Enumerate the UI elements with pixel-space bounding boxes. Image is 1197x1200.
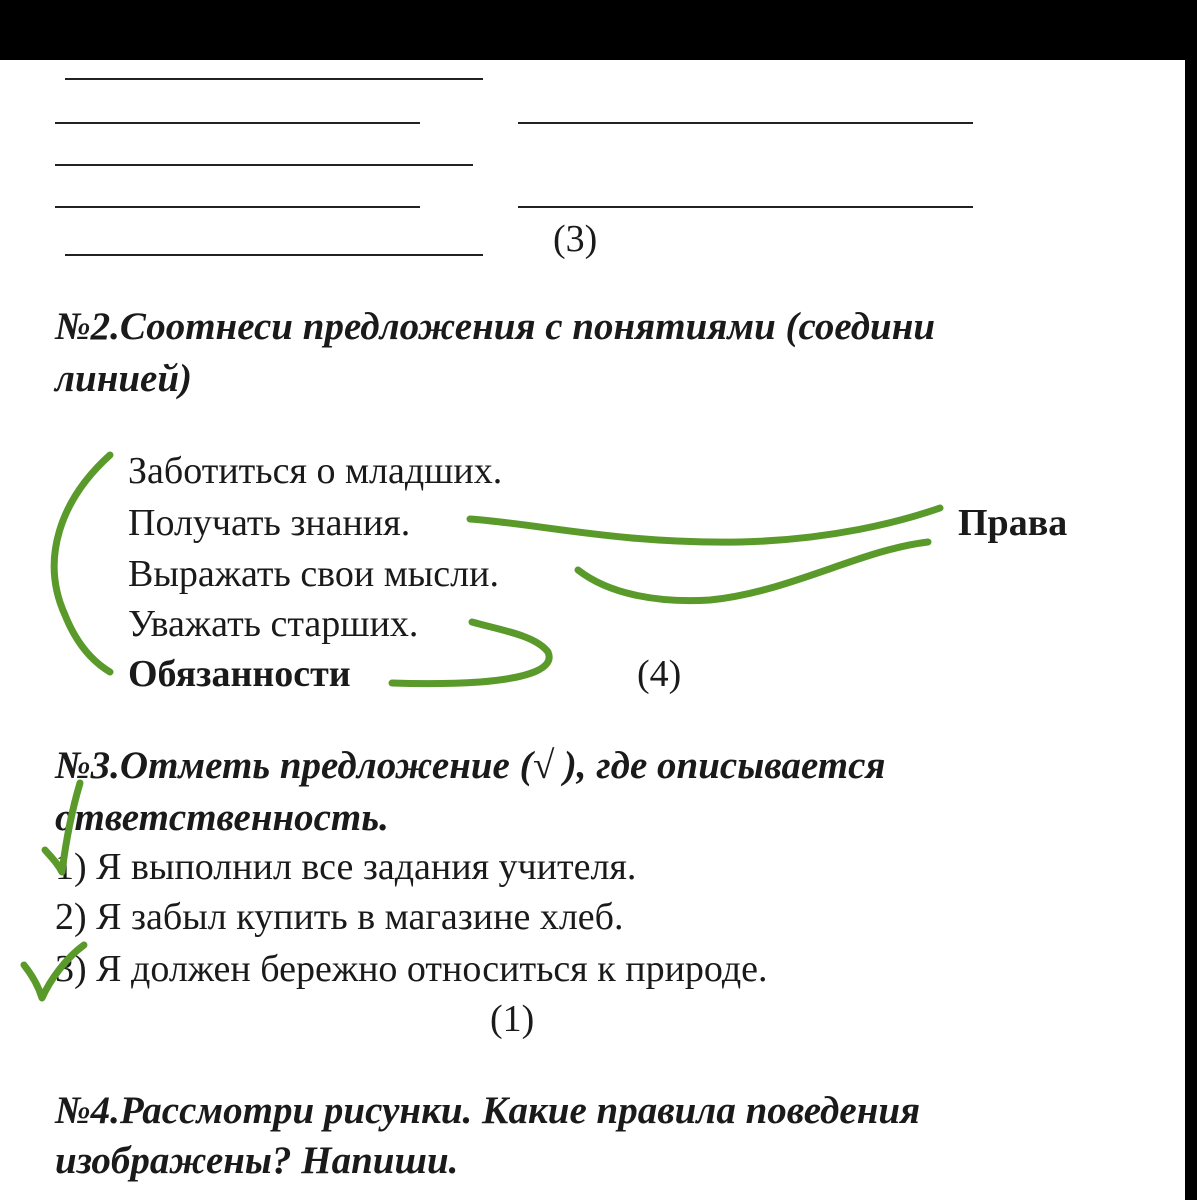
task4-title-line2: изображены? Напиши. — [55, 1139, 459, 1182]
top-black-bar — [0, 0, 1197, 60]
task2-sentence: Получать знания. — [128, 502, 411, 544]
task2-concept-duties: Обязанности — [128, 653, 351, 695]
bracket-mark — [54, 455, 110, 672]
task3-score: (1) — [490, 998, 535, 1040]
task2-title-line2: линией) — [55, 357, 193, 400]
task2-concept-rights: Права — [958, 502, 1068, 544]
right-black-bar — [1185, 60, 1197, 1200]
answer-line — [55, 122, 420, 124]
answer-line — [518, 206, 973, 208]
task3-option: 3) Я должен бережно относиться к природе. — [55, 948, 768, 990]
task2-title-line1: №2.Соотнеси предложения с понятиями (соедини — [55, 305, 936, 348]
task2-sentence: Выражать свои мысли. — [128, 553, 499, 595]
task2-sentence: Уважать старших. — [128, 603, 419, 645]
task4-title-line1: №4.Рассмотри рисунки. Какие правила поведения — [55, 1089, 921, 1132]
task3-option: 2) Я забыл купить в магазине хлеб. — [55, 896, 624, 938]
task3-title-line2: ответственность. — [55, 796, 389, 839]
connector-line-rights-2 — [578, 542, 928, 601]
task1-score: (3) — [553, 218, 598, 260]
task2-score: (4) — [637, 653, 682, 695]
answer-line — [518, 122, 973, 124]
answer-line — [55, 206, 420, 208]
connector-line-rights-1 — [470, 508, 940, 542]
task3-title-line1: №3.Отметь предложение (√ ), где описывается — [55, 744, 886, 787]
answer-line — [65, 78, 483, 80]
task2-sentence: Заботиться о младших. — [128, 450, 503, 492]
task3-option: 1) Я выполнил все задания учителя. — [55, 846, 637, 888]
answer-line — [65, 254, 483, 256]
answer-line — [55, 164, 473, 166]
